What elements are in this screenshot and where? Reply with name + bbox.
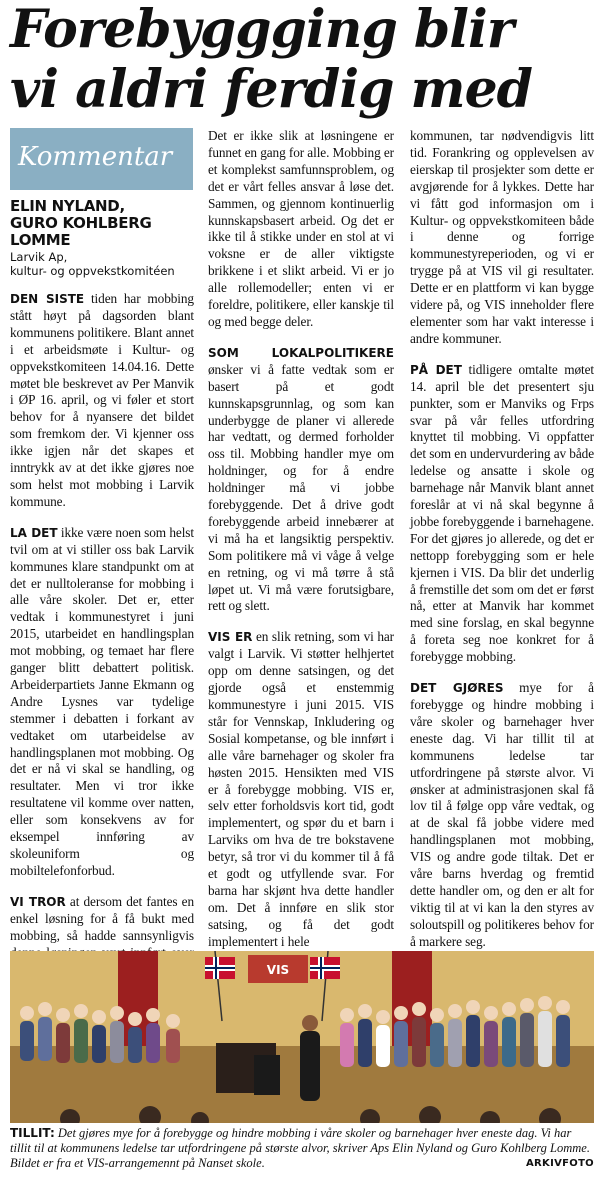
paragraph-2 [10,525,194,880]
byline [10,198,200,278]
article-column-1 [10,291,194,992]
author-line-2: GURO KOHLBERG [10,214,152,232]
paragraph-3-continued [208,128,394,331]
author-line-1: ELIN NYLAND, [10,197,125,215]
role-line-2: kultur- og oppvekstkomitéen [10,264,175,278]
role-line-1: Larvik Ap, [10,250,68,264]
byline-authors [10,198,200,249]
paragraph-lead: LA DET [10,525,58,540]
photo-credit: ARKIVFOTO [525,1158,594,1169]
caption-lead: TILLIT: [10,1126,55,1140]
paragraph-5 [208,629,394,950]
paragraph-4 [208,345,394,616]
article-column-3 [410,128,594,965]
paragraph-1 [10,291,194,511]
paragraph-lead: DET GJØRES [410,681,504,696]
paragraph-lead: DEN SISTE [10,292,85,306]
paragraph-lead: SOM LOKALPOLITIKERE [208,345,394,360]
headline [10,0,595,120]
paragraph-text: mye for å forebygge og hindre mobbing i våre skoler og barnehager hver eneste dag. Vi har tillit til at kommunens ledelse tar utfordringene på største alvor. Vi ønsker at administrasjonen skal få lov til å følge opp våre vedtak, og at de skal få jobbe videre med handlingsplanen mot mobbing, VIS og andre gode tiltak. Det er våre barns hverdag og fremtid dette handler om, og den er alt for viktig til at vi kan la den styres av soloutspill og politikeres behov for å markere seg. [410,680,594,949]
paragraph-lead: VIS ER [208,630,253,645]
paragraph-7 [410,680,594,951]
paragraph-lead: PÅ DET [410,362,462,377]
byline-role [10,250,200,278]
conductor-figure [300,1031,320,1101]
school-choir-photo [10,951,594,1123]
photo-caption [10,1126,594,1171]
photo-illustration-icon [10,951,594,1123]
headline-line-2: vi aldri ferdig med [10,59,533,120]
paragraph-text: ikke være noen som helst tvil om at vi stiller oss bak Larvik kommunes klare standpunkt om at det er nulltoleranse for mobbing i alle våre skoler. Det er, etter vedtak i kommunestyret i juni 2015, utarbeidet en handlingsplan mot mobbing, og temaet har flere ganger blitt debattert politisk. Arbeiderpartiets Janne Ekmann og Andre Lysnes var tydelige stemmer i debatten i forkant av vedtaket om utarbeidelse av handlingsplanen mot mobbing. Og det er nå vi skal se handling, og resultater. Men vi tror ikke resultatene vil komme over natten, eller som konsekvens av for eksempel innføring av skoleuniform og mobiltelefonforbud. [10,524,194,878]
paragraph-text: at dersom det fantes en enkel løsning for å få bukt med mobbing, så hadde sannsynligvis [10,893,194,943]
paragraph-text: tidligere omtalte møtet 14. april ble det presentert sju punkter, som er Manviks og Frps svar på vår felles utfordring knyttet til mobbing. Vi oppfatter det som en undervurdering av både ledelse og ansatte i skole og barnehage når Manvik blant annet foreslår at vi nå skal begynne å jobbe forebyggende i barnehagene. For det gjøres jo allerede, og det er nettopp forebygging som er hele kjernen i VIS. Da blir det underlig å fremstille det som om det er først nå, etter at Manvik har kommet med sine forslag, en skal begynne å foreta seg noe konkret for å forebygge mobbing. [410,361,594,665]
banner-text: VIS [266,963,290,977]
paragraph-text: ønsker vi å fatte vedtak som er basert på et godt kunnskapsgrunnlag, og som kan underbygge de planer vi allerede har vedtatt, og dermed forholder oss til. Mobbing handler mye om holdninger, og for å endre holdninger må vi jobbe forebyggende. Det å drive godt forebyggende arbeid innebærer at vi må ha et langsiktig perspektiv. Som politikere må vi våge å velge en retning, og vi må tørre å stå løpet ut. Vi må være forutsigbare, rett og slett. [208,361,394,614]
paragraph-text: kommunen, tar nødvendigvis litt tid. Forankring og opplevelsen av eierskap til prosjekter som dette er avgjørende for å lykkes. Dette har vi fått god informasjon om i Kultur- og oppvekstkomiteen både i denne og forrige kommunestyreperioden, og vi er trygge på at VIS vil gi resultater. Dette er en plattform vi kan bygge videre på, og VIS inneholder flere elementer som har vakt interesse i andre kommuner. [410,128,594,346]
paragraph-lead: VI TROR [10,894,66,909]
paragraph-6 [410,362,594,666]
kommentar-label: Kommentar [18,142,173,172]
kommentar-label-box [10,128,193,190]
paragraph-text: tiden har mobbing stått høyt på dagsorden blant kommunens politikere. Blant annet i et arbeidsmøte i Kultur- og oppvekstkomiteen 14.04.16. Dette møtet ble beskrevet av Per Manvik i ØP 16. april, og vi føler et stort behov for å nyansere det bildet som fremkom der. Vi kjenner oss ikke igjen når det skapes et inntrykk av at det ikke gjøres noe som helst mot mobbing i Larvik kommune. [10,291,194,509]
author-line-3: LOMME [10,231,71,249]
caption-text: Det gjøres mye for å forebygge og hindre mobbing i våre skoler og barnehager hver eneste dag. Vi har tillit til at kommunens ledelse tar utfordringene på største alvor, skriver Aps Elin Nyland og Guro Kohlberg Lomme. Bildet er fra et VIS-arrangemennt på Nanset skole. [10,1126,590,1170]
article-column-2 [208,128,394,965]
paragraph-5-continued [410,128,594,348]
paragraph-text: en slik retning, som vi har valgt i Larvik. Vi støtter helhjertet opp om denne satsingen, og det gjorde også et enstemmig kommunestyre i juni 2015. VIS står for Vennskap, Inkludering og Sosial kompetanse, og ble innført i alle våre barnehager og skoler fra høsten 2015. Hensikten med VIS er å forebygge mobbing. VIS er, selv etter forholdsvis kort tid, godt implementert, og spør du et barn i Larviks om hva de tre bokstavene betyr, så tror vi du kommer til å få et godt og utfyllende svar. For barna har skjønt hva dette handler om. Det å innføre en slik stor satsing, og få det godt implementert i hele [208,629,394,949]
paragraph-text: Det er ikke slik at løsningene er funnet en gang for alle. Mobbing er et komplekst samfunnsproblem, og det er vårt felles ansvar å løse det. Sammen, og gjennom kontinuerlig kunnskapsbasert arbeid. Og det er ikke til å stikke under en stol at vi voksne er de aller viktigste brikkene i et slikt arbeid. Vi er jo alle rollemodeller; enten vi er foreldre, politikere, eller kanskje til og med begge deler. [208,128,394,329]
headline-line-1: Forebyggging blir [10,0,514,60]
